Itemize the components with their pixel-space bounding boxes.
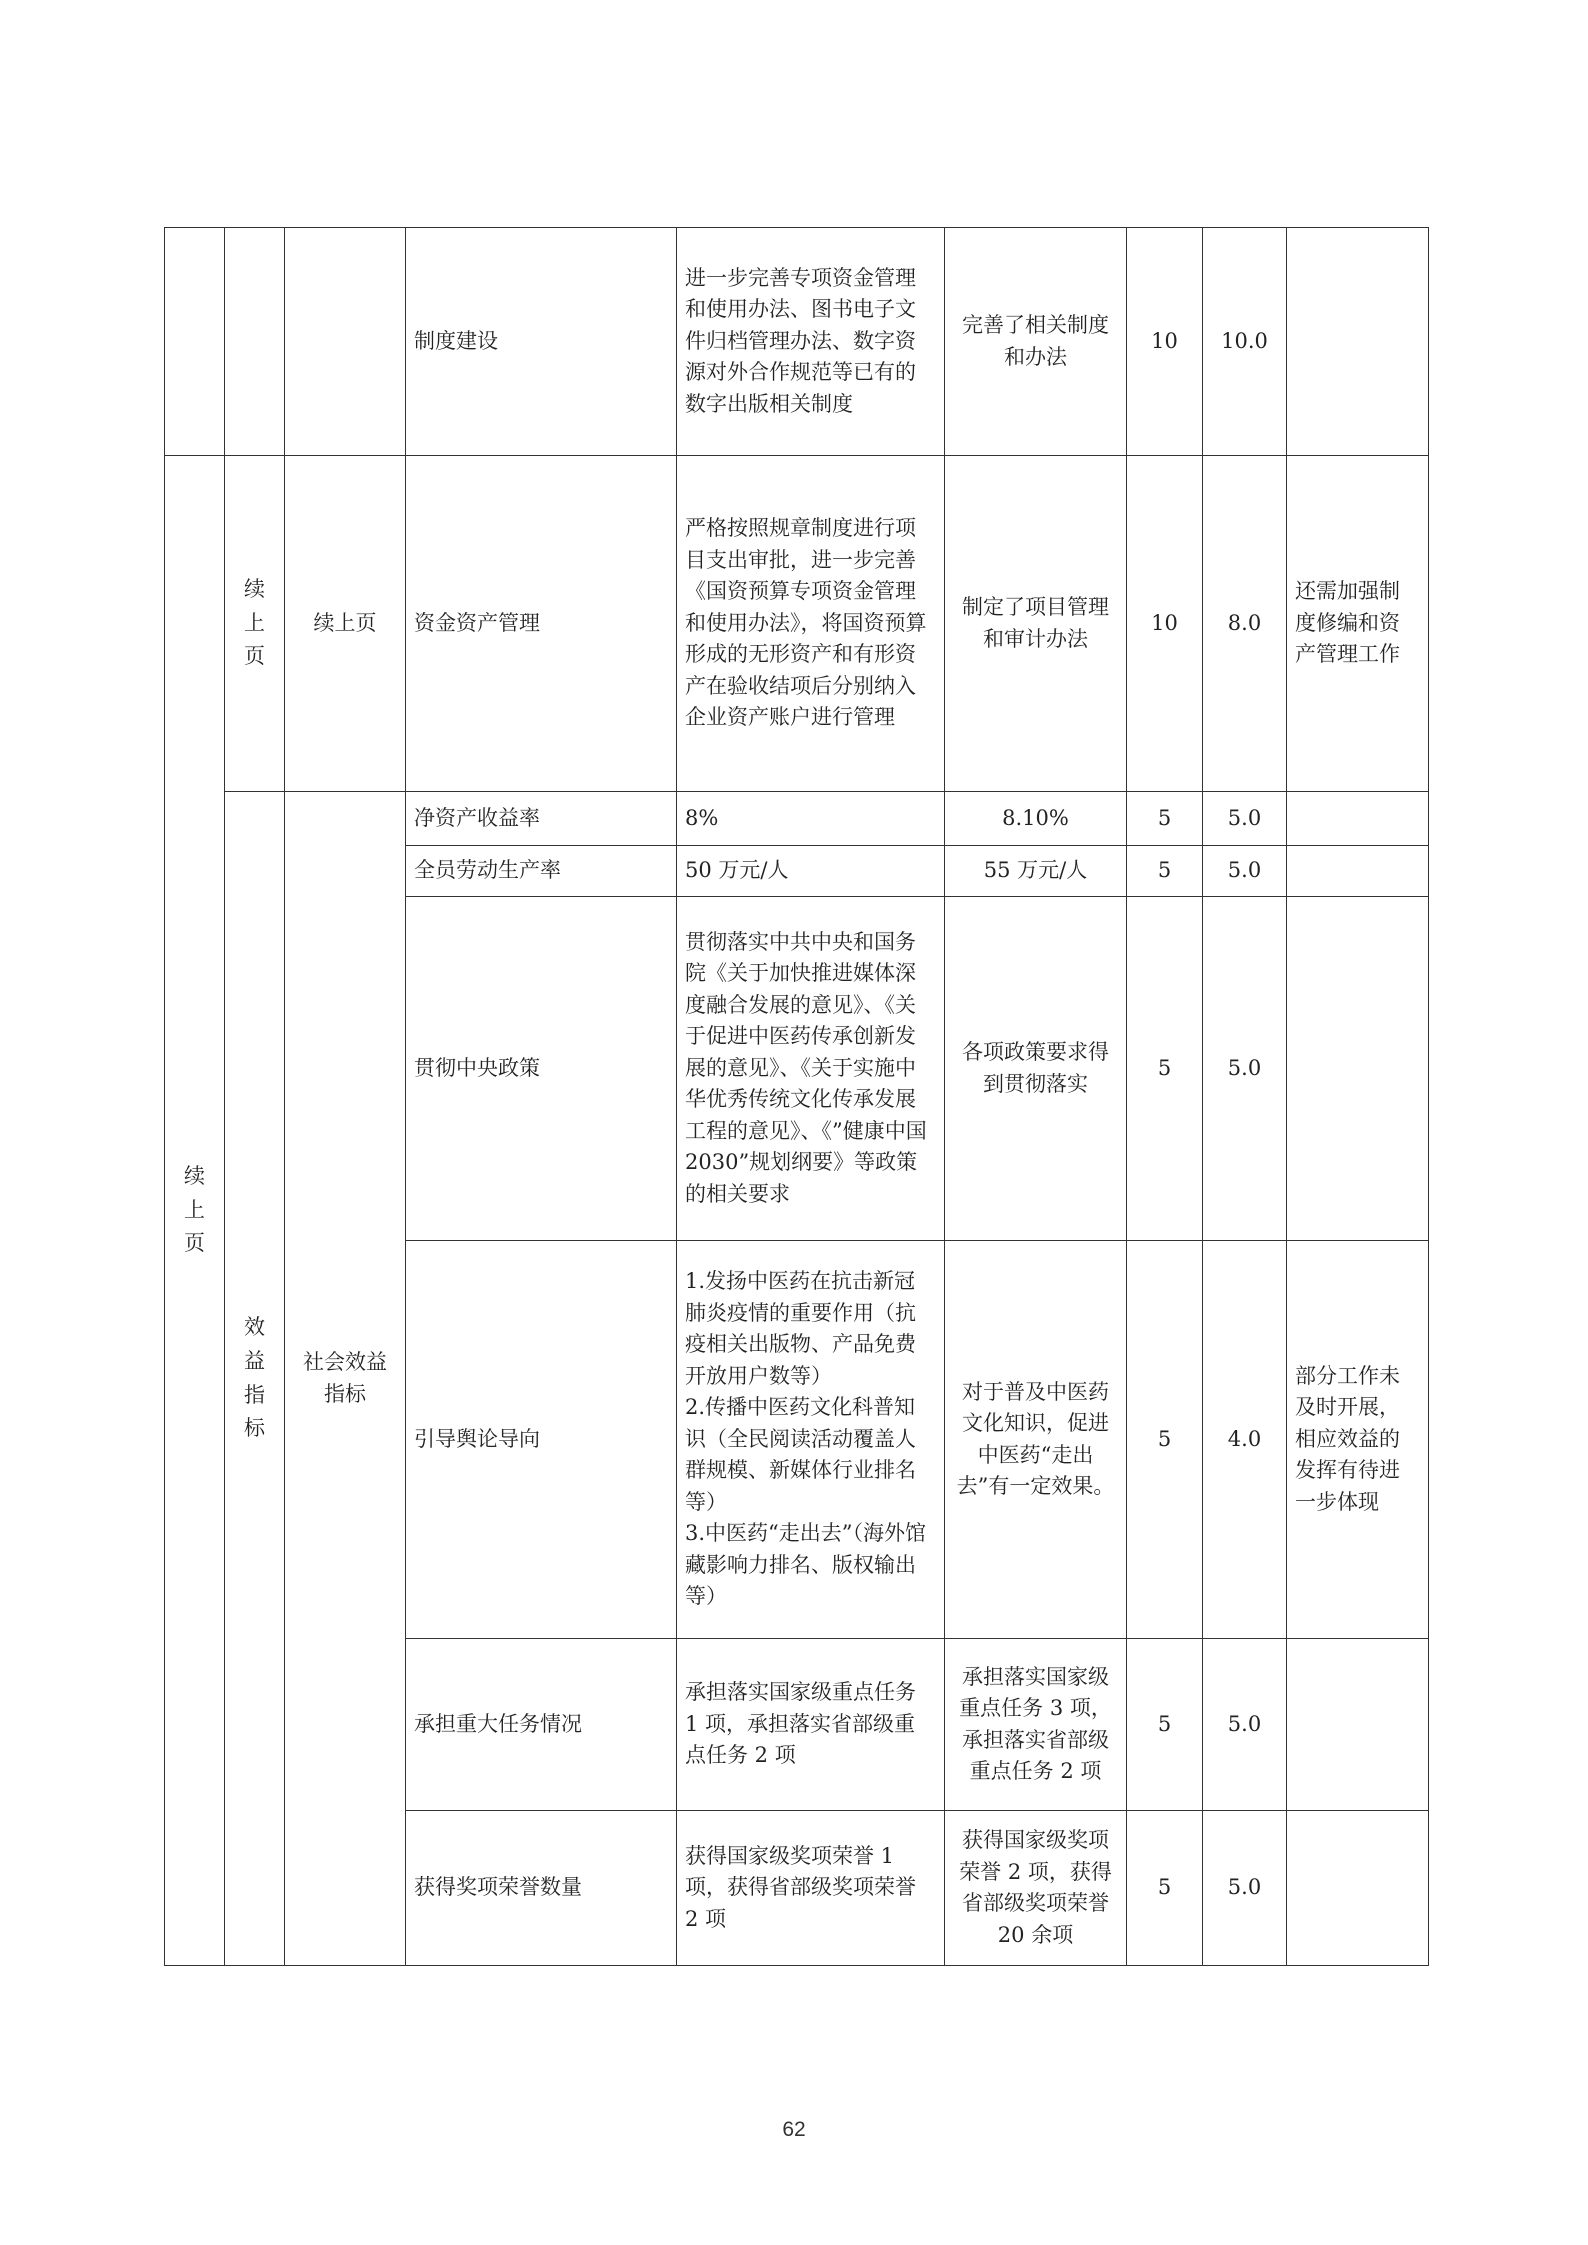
indicator-score: 5.0 (1203, 1639, 1287, 1811)
indicator-target: 进一步完善专项资金管理和使用办法、图书电子文件归档管理办法、数字资源对外合作规范等已有的数字出版相关制度 (677, 228, 945, 456)
indicator-score: 5.0 (1203, 792, 1287, 846)
indicator-target: 严格按照规章制度进行项目支出审批，进一步完善《国资预算专项资金管理和使用办法》，将国资预算形成的无形资产和有形资产在验收结项后分别纳入企业资产账户进行管理 (677, 456, 945, 792)
table-row (165, 228, 1429, 456)
table-row (165, 456, 1429, 792)
table-row (165, 792, 1429, 846)
performance-indicator-table (164, 227, 1429, 1966)
indicator-weight: 5 (1127, 846, 1203, 897)
indicator-actual: 8.10% (945, 792, 1127, 846)
indicator-note (1287, 792, 1429, 846)
indicator-name: 资金资产管理 (406, 456, 677, 792)
indicator-actual: 承担落实国家级重点任务 3 项，承担落实省部级重点任务 2 项 (945, 1639, 1127, 1811)
indicator-weight: 5 (1127, 1811, 1203, 1966)
indicator-score: 4.0 (1203, 1241, 1287, 1639)
level2-indicator-cell (225, 456, 285, 792)
indicator-note (1287, 1639, 1429, 1811)
page-number: 62 (782, 2118, 806, 2141)
indicator-target: 8% (677, 792, 945, 846)
indicator-name: 获得奖项荣誉数量 (406, 1811, 677, 1966)
level3-indicator-cell: 社会效益指标 (285, 792, 406, 1966)
level3-indicator-cell: 续上页 (285, 456, 406, 792)
indicator-actual: 获得国家级奖项荣誉 2 项，获得省部级奖项荣誉 20 余项 (945, 1811, 1127, 1966)
indicator-note (1287, 846, 1429, 897)
indicator-note (1287, 228, 1429, 456)
indicator-actual: 制定了项目管理和审计办法 (945, 456, 1127, 792)
indicator-weight: 5 (1127, 792, 1203, 846)
indicator-name: 净资产收益率 (406, 792, 677, 846)
indicator-note (1287, 897, 1429, 1241)
indicator-actual: 55 万元/人 (945, 846, 1127, 897)
indicator-score: 5.0 (1203, 846, 1287, 897)
level1-indicator-cell (165, 456, 225, 1966)
level3-cell-empty (285, 228, 406, 456)
indicator-note: 还需加强制度修编和资产管理工作 (1287, 456, 1429, 792)
indicator-actual: 对于普及中医药文化知识，促进中医药“走出去”有一定效果。 (945, 1241, 1127, 1639)
level2-indicator-label: 续上页 (244, 577, 265, 669)
indicator-note: 部分工作未及时开展，相应效益的发挥有待进一步体现 (1287, 1241, 1429, 1639)
indicator-score: 10.0 (1203, 228, 1287, 456)
indicator-score: 5.0 (1203, 897, 1287, 1241)
indicator-actual: 各项政策要求得到贯彻落实 (945, 897, 1127, 1241)
indicator-target: 承担落实国家级重点任务 1 项，承担落实省部级重点任务 2 项 (677, 1639, 945, 1811)
indicator-name: 承担重大任务情况 (406, 1639, 677, 1811)
level1-cell-empty (165, 228, 225, 456)
indicator-actual: 完善了相关制度和办法 (945, 228, 1127, 456)
indicator-name: 贯彻中央政策 (406, 897, 677, 1241)
level2-indicator-cell (225, 792, 285, 1966)
indicator-weight: 5 (1127, 897, 1203, 1241)
indicator-target: 1.发扬中医药在抗击新冠肺炎疫情的重要作用（抗疫相关出版物、产品免费开放用户数等） 2.传播中医药文化科普知识（全民阅读活动覆盖人群规模、新媒体行业排名等） 3.中医药“走出去”（海外馆藏影响力排名、版权输出等） (677, 1241, 945, 1639)
indicator-weight: 5 (1127, 1241, 1203, 1639)
indicator-weight: 10 (1127, 456, 1203, 792)
level2-indicator-label: 效益指标 (244, 1315, 265, 1441)
indicator-target: 贯彻落实中共中央和国务院《关于加快推进媒体深度融合发展的意见》、《关于促进中医药传承创新发展的意见》、《关于实施中华优秀传统文化传承发展工程的意见》、《”健康中国 2030”规划纲要》等政策的相关要求 (677, 897, 945, 1241)
indicator-target: 50 万元/人 (677, 846, 945, 897)
indicator-score: 8.0 (1203, 456, 1287, 792)
indicator-name: 全员劳动生产率 (406, 846, 677, 897)
indicator-weight: 10 (1127, 228, 1203, 456)
indicator-score: 5.0 (1203, 1811, 1287, 1966)
level2-cell-empty (225, 228, 285, 456)
indicator-weight: 5 (1127, 1639, 1203, 1811)
indicator-name: 引导舆论导向 (406, 1241, 677, 1639)
indicator-note (1287, 1811, 1429, 1966)
indicator-target: 获得国家级奖项荣誉 1 项，获得省部级奖项荣誉 2 项 (677, 1811, 945, 1966)
indicator-name: 制度建设 (406, 228, 677, 456)
level1-indicator-label: 续上页 (184, 1164, 205, 1256)
